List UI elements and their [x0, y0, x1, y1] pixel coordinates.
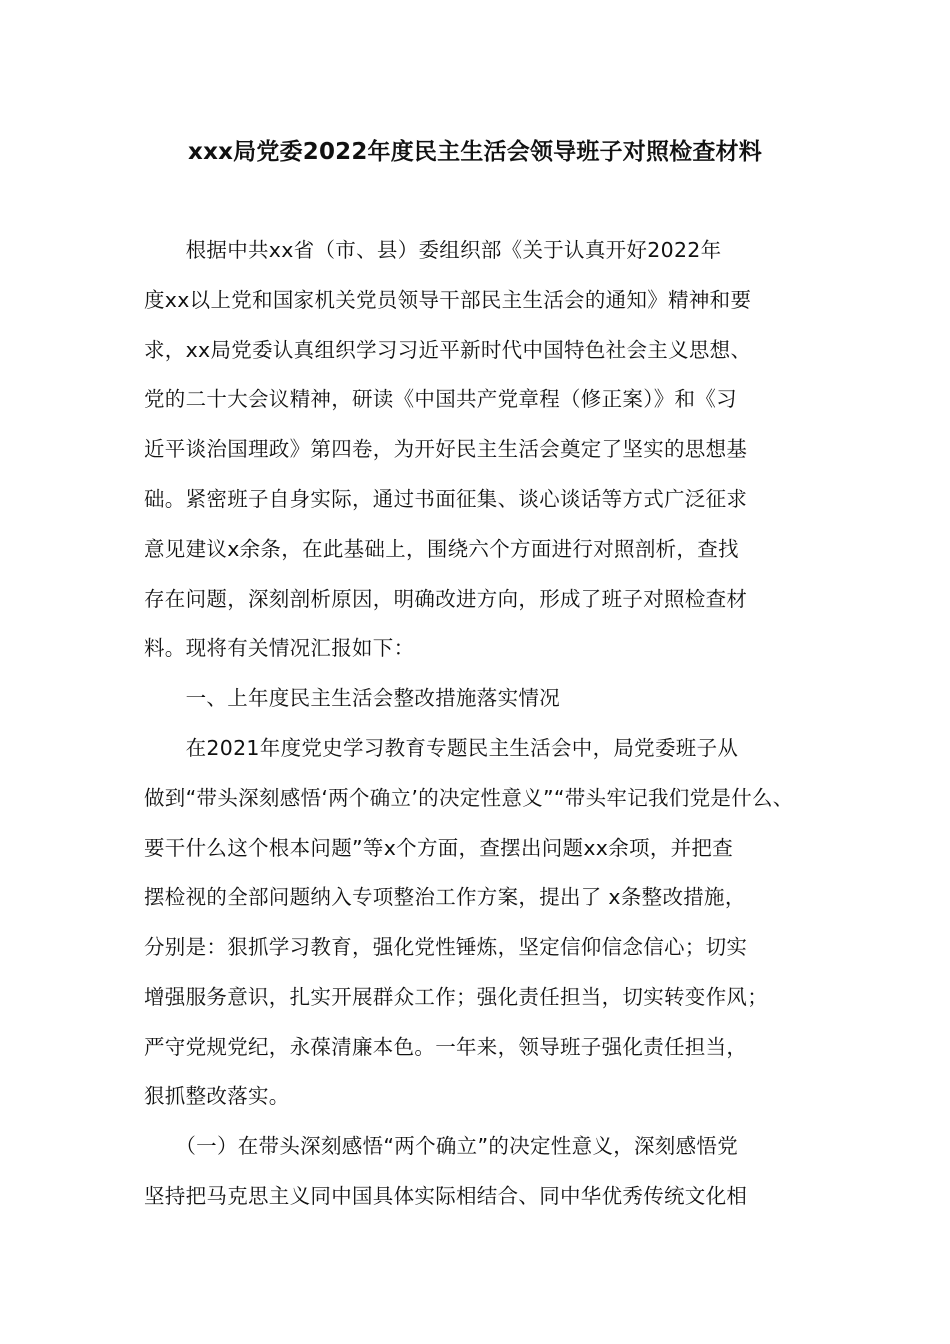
body-line: 坚持把马克思主义同中国具体实际相结合、同中华优秀传统文化相	[144, 1184, 748, 1208]
subsection-heading: （一）在带头深刻感悟“两个确立”的决定性意义，深刻感悟党	[144, 1134, 738, 1158]
body-line: 分别是：狠抓学习教育，强化党性锤炼，坚定信仰信念信心；切实	[144, 935, 748, 959]
body-line: 狠抓整改落实。	[144, 1084, 290, 1108]
body-line: 增强服务意识，扎实开展群众工作；强化责任担当，切实转变作风；	[144, 985, 768, 1009]
body-line: 要干什么这个根本问题”等x个方面，查摆出问题xx余项，并把查	[144, 836, 734, 860]
body-line: 做到“带头深刻感悟‘两个确立’的决定性意义”“带头牢记我们党是什么、	[144, 786, 794, 810]
body-line: 严守党规党纪，永葆清廉本色。一年来，领导班子强化责任担当，	[144, 1035, 748, 1059]
document-title: xxx局党委2022年度民主生活会领导班子对照检查材料	[188, 139, 762, 165]
body-line: 度xx以上党和国家机关党员领导干部民主生活会的通知》精神和要	[144, 288, 752, 312]
body-line: 摆检视的全部问题纳入专项整治工作方案，提出了 x条整改措施，	[144, 885, 746, 909]
section-heading: 一、上年度民主生活会整改措施落实情况	[144, 686, 560, 710]
body-line: 础。紧密班子自身实际，通过书面征集、谈心谈话等方式广泛征求	[144, 487, 748, 511]
body-line: 近平谈治国理政》第四卷，为开好民主生活会奠定了坚实的思想基	[144, 437, 748, 461]
body-line: 存在问题，深刻剖析原因，明确改进方向，形成了班子对照检查材	[144, 587, 748, 611]
body-line: 料。现将有关情况汇报如下：	[144, 636, 415, 660]
body-line: 根据中共xx省（市、县）委组织部《关于认真开好2022年	[144, 238, 722, 262]
body-line: 在2021年度党史学习教育专题民主生活会中，局党委班子从	[144, 736, 739, 760]
body-line: 意见建议x余条，在此基础上，围绕六个方面进行对照剖析，查找	[144, 537, 739, 561]
body-line: 党的二十大会议精神，研读《中国共产党章程（修正案）》和《习	[144, 387, 737, 411]
body-line: 求，xx局党委认真组织学习习近平新时代中国特色社会主义思想、	[144, 338, 752, 362]
